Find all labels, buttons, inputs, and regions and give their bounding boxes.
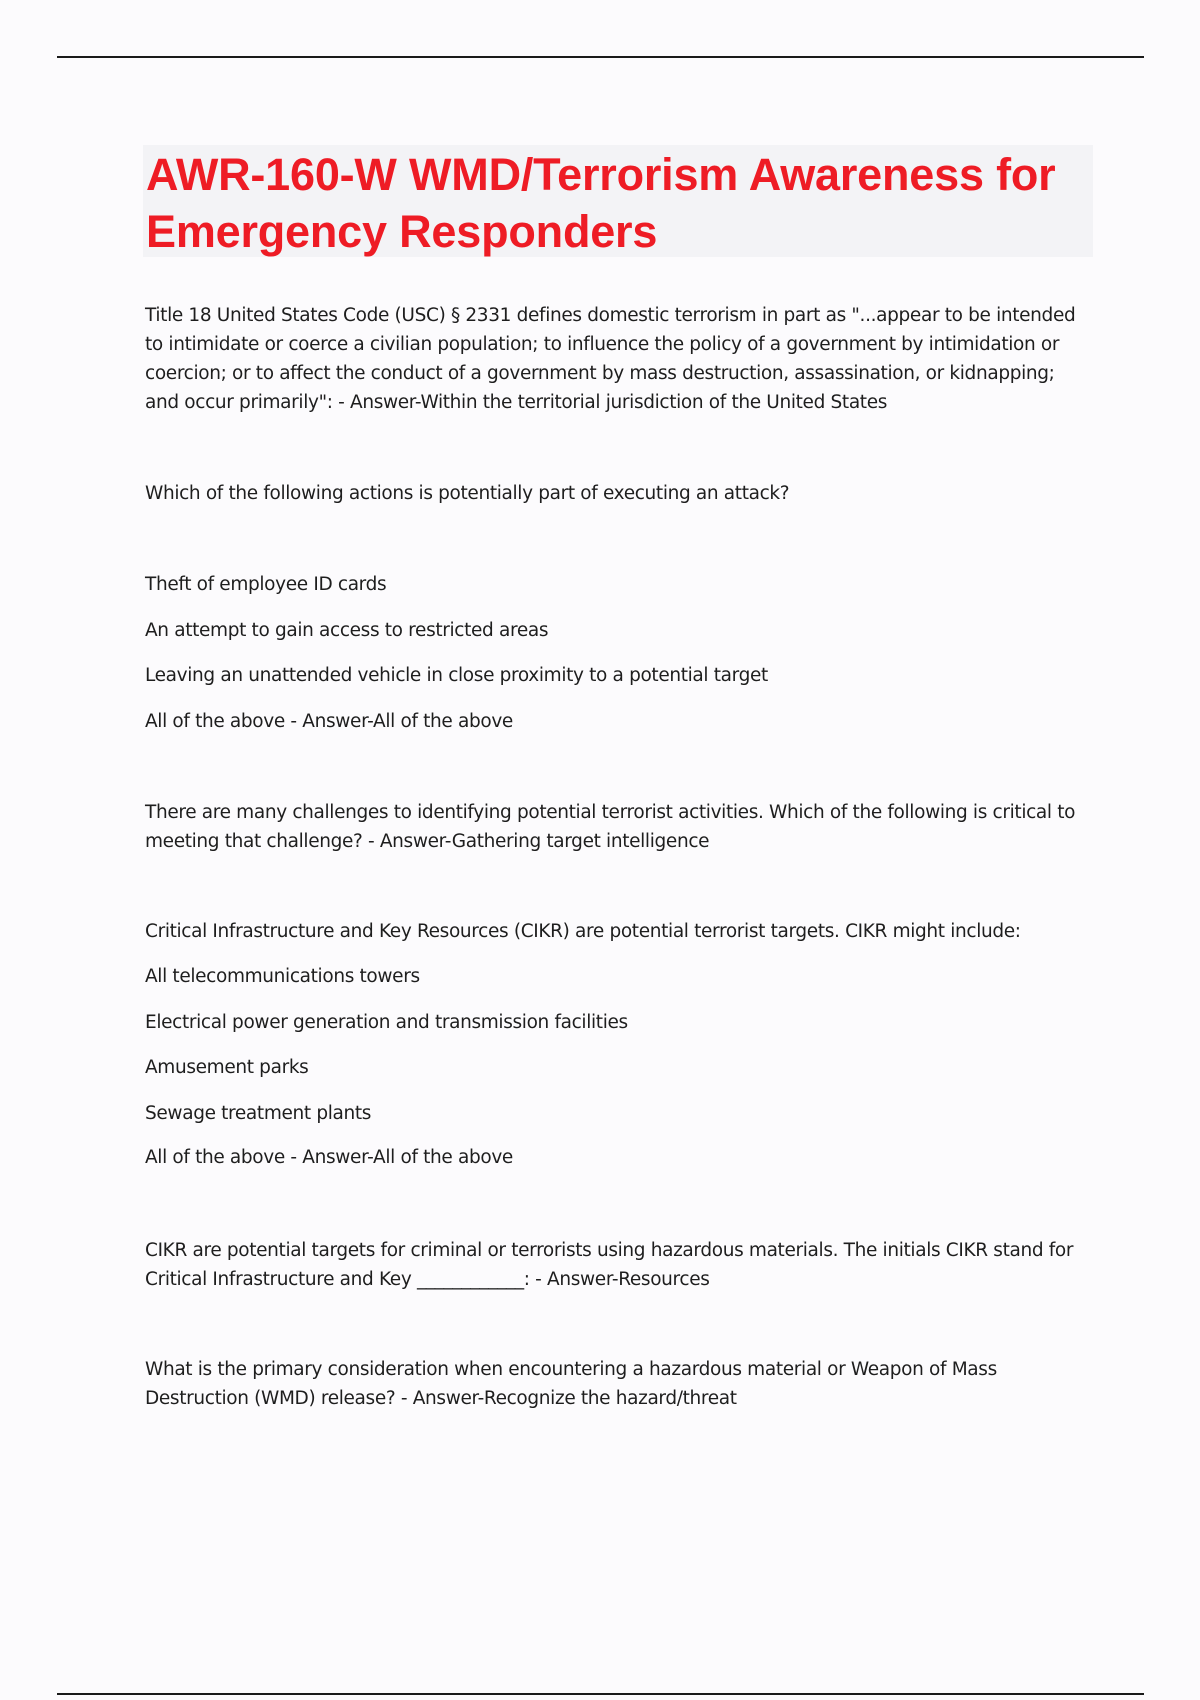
option-amusement-parks: Amusement parks (145, 1057, 309, 1078)
option-all-above-answer-2: All of the above - Answer-All of the above (145, 1147, 513, 1168)
option-telecom-towers: All telecommunications towers (145, 966, 420, 987)
question-cikr-include: Critical Infrastructure and Key Resources (CIKR) are potential terrorist targets. CIKR might include: (145, 921, 1021, 942)
option-theft-id-cards: Theft of employee ID cards (145, 574, 387, 595)
top-rule (57, 56, 1144, 58)
option-sewage-plants: Sewage treatment plants (145, 1103, 372, 1124)
question-usc-definition: Title 18 United States Code (USC) § 2331 defines domestic terrorism in part as "...appear to be intended to intimidate or coerce a civilian population; to influence the policy of a government by intimidation or coercion; or to affect the conduct of a government by mass destruction, assassination, or kidnapping; and occur primarily": - Answer-Within the territorial jurisdiction of the United States (145, 305, 1076, 413)
question-cikr-initials: CIKR are potential targets for criminal or terrorists using hazardous materials. The initials CIKR stand for Critical Infrastructure and Key ____________: - Answer-Resources (145, 1240, 1074, 1290)
option-restricted-access: An attempt to gain access to restricted areas (145, 620, 549, 641)
bottom-rule (57, 1693, 1144, 1695)
option-power-facilities: Electrical power generation and transmission facilities (145, 1012, 628, 1033)
option-all-above-answer: All of the above - Answer-All of the above (145, 711, 513, 732)
question-primary-consideration: What is the primary consideration when encountering a hazardous material or Weapon of Mass Destruction (WMD) release? - Answer-Recognize the hazard/threat (145, 1359, 997, 1409)
question-attack-actions: Which of the following actions is potentially part of executing an attack? (145, 483, 790, 504)
question-challenges: There are many challenges to identifying potential terrorist activities. Which of the following is critical to meeting that challenge? - Answer-Gathering target intelligence (145, 802, 1076, 852)
document-title: AWR-160-W WMD/Terrorism Awareness for Emergency Responders (146, 149, 1056, 257)
option-unattended-vehicle: Leaving an unattended vehicle in close proximity to a potential target (145, 665, 768, 686)
